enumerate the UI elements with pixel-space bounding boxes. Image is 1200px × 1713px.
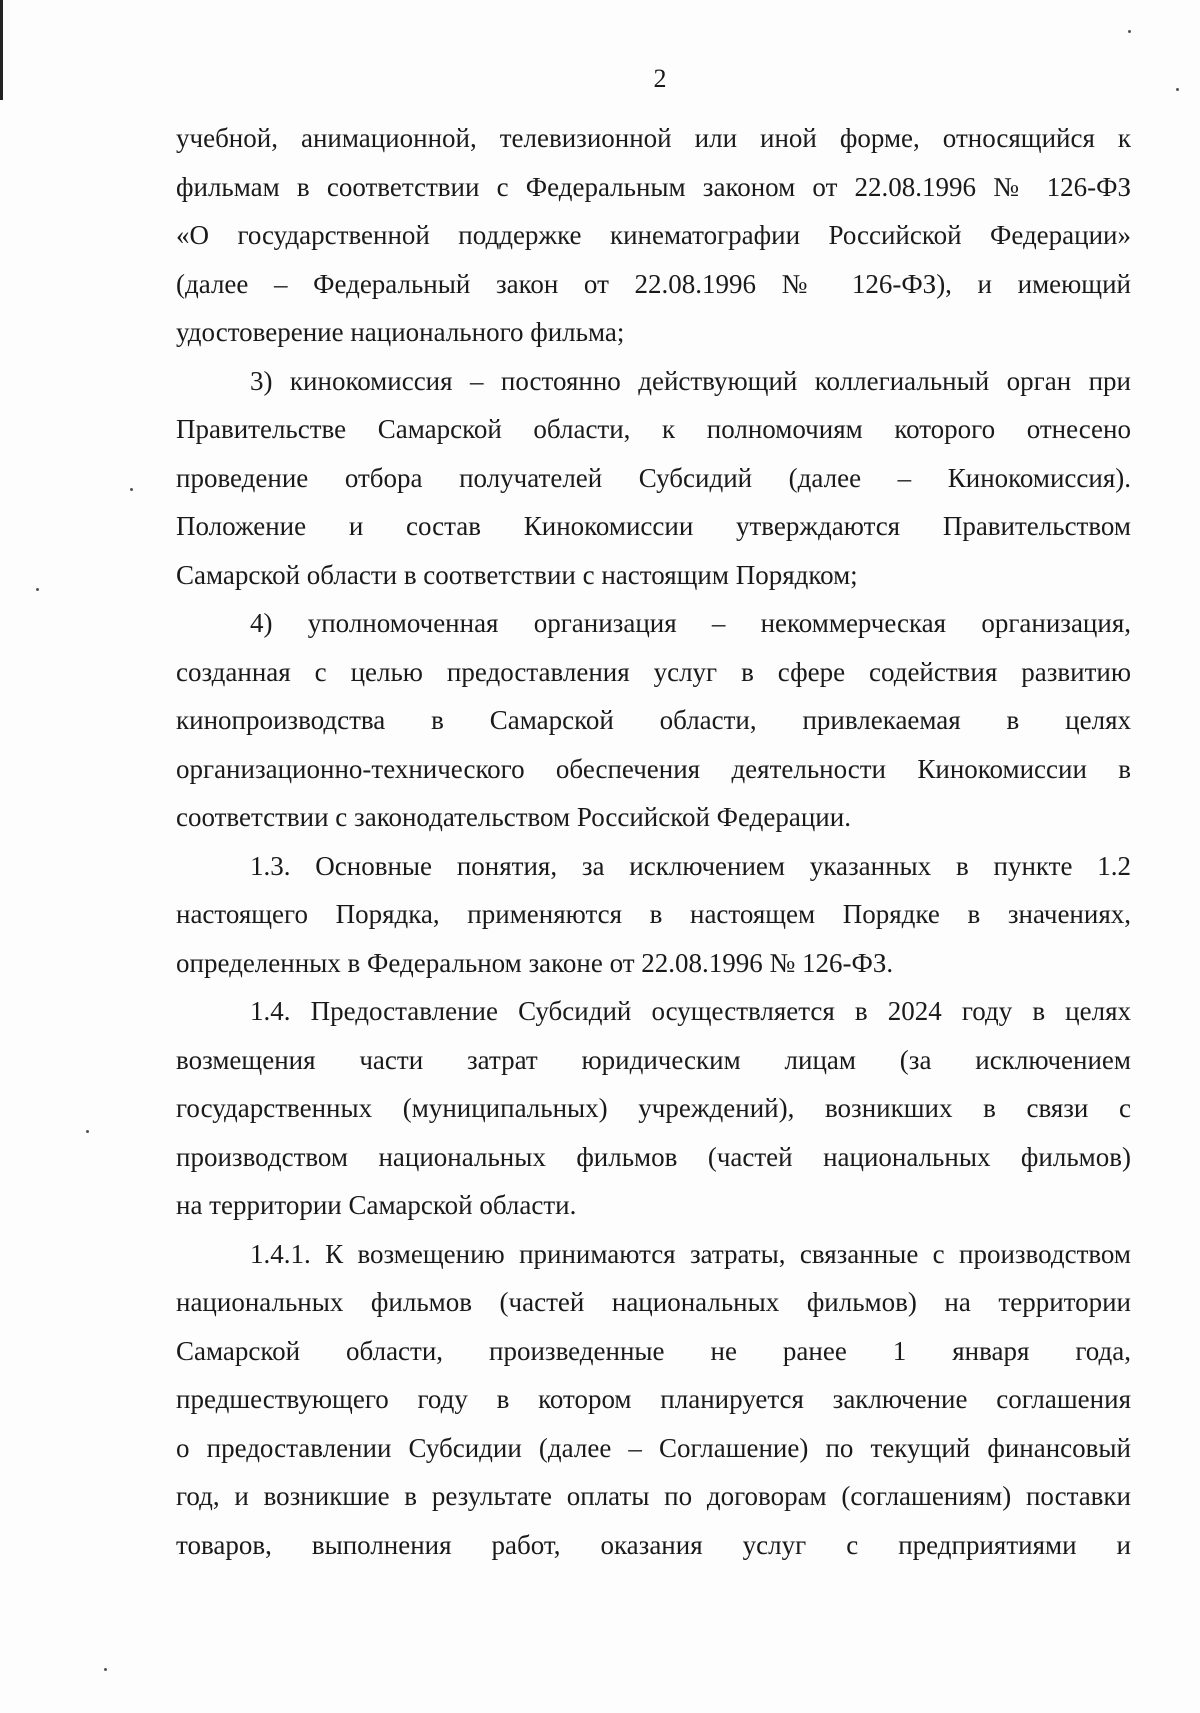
text-line: настоящего Порядка, применяются в настоящем Порядке в значениях, <box>176 899 1131 929</box>
text-line: (далее – Федеральный закон от 22.08.1996 № 126-ФЗ), и имеющий <box>176 268 1131 299</box>
text-line: организационно-технического обеспечения деятельности Кинокомиссии в <box>176 753 1131 784</box>
scan-speck <box>130 488 133 491</box>
text-line: фильмам в соответствии с Федеральным законом от 22.08.1996 № 126-ФЗ <box>176 171 1131 202</box>
scan-speck <box>36 588 39 591</box>
text-line: 1.4.1. К возмещению принимаются затраты, связанные с производством <box>250 1238 1131 1269</box>
text-line: 4) уполномоченная организация – некоммерческая организация, <box>250 608 1131 638</box>
page-number: 2 <box>653 64 667 93</box>
text-line: на территории Самарской области. <box>176 1190 577 1220</box>
text-line: проведение отбора получателей Субсидий (далее – Кинокомиссия). <box>176 462 1131 493</box>
text-line: 1.3. Основные понятия, за исключением указанных в пункте 1.2 <box>250 850 1131 881</box>
text-line: возмещения части затрат юридическим лицам (за исключением <box>176 1044 1131 1075</box>
paragraph-clause-1-4 <box>176 987 1131 1230</box>
text-line: соответствии с законодательством Российской Федерации. <box>176 802 851 832</box>
paragraph-clause-1-3 <box>176 842 1131 988</box>
text-line: удостоверение национального фильма; <box>176 317 625 347</box>
text-line: Правительстве Самарской области, к полномочиям которого отнесено <box>176 414 1131 444</box>
text-line: предшествующего году в котором планируется заключение соглашения <box>176 1384 1131 1414</box>
scan-speck <box>1128 30 1131 33</box>
paragraph-definition-2-end <box>176 114 1131 357</box>
scan-speck <box>104 1668 107 1671</box>
text-line: Положение и состав Кинокомиссии утверждаются Правительством <box>176 511 1131 541</box>
scan-speck <box>86 1130 89 1133</box>
text-line: кинопроизводства в Самарской области, привлекаемая в целях <box>176 705 1131 735</box>
paragraph-definition-3-kinokomissiya <box>176 357 1131 600</box>
paragraph-definition-4-organization <box>176 599 1131 842</box>
text-line: 1.4. Предоставление Субсидий осуществляется в 2024 году в целях <box>250 996 1131 1026</box>
text-line: производством национальных фильмов (частей национальных фильмов) <box>176 1141 1131 1172</box>
text-line: Самарской области в соответствии с настоящим Порядком; <box>176 559 858 590</box>
text-line: год, и возникшие в результате оплаты по договорам (соглашениям) поставки <box>176 1481 1131 1511</box>
text-line: национальных фильмов (частей национальных фильмов) на территории <box>176 1287 1131 1317</box>
text-line: созданная с целью предоставления услуг в сфере содействия развитию <box>176 656 1131 687</box>
paragraph-clause-1-4-1 <box>176 1230 1131 1570</box>
text-line: Самарской области, произведенные не ранее 1 января года, <box>176 1335 1131 1366</box>
text-line: о предоставлении Субсидии (далее – Соглашение) по текущий финансовый <box>176 1432 1131 1463</box>
text-line: государственных (муниципальных) учреждений), возникших в связи с <box>176 1093 1131 1123</box>
text-line: товаров, выполнения работ, оказания услуг с предприятиями и <box>176 1529 1131 1560</box>
text-line: «О государственной поддержке кинематографии Российской Федерации» <box>176 220 1131 250</box>
text-line: определенных в Федеральном законе от 22.08.1996 № 126-ФЗ. <box>176 947 894 978</box>
text-line: учебной, анимационной, телевизионной или иной форме, относящийся к <box>176 123 1131 153</box>
text-line: 3) кинокомиссия – постоянно действующий коллегиальный орган при <box>250 365 1131 396</box>
document-body <box>176 114 1131 1569</box>
